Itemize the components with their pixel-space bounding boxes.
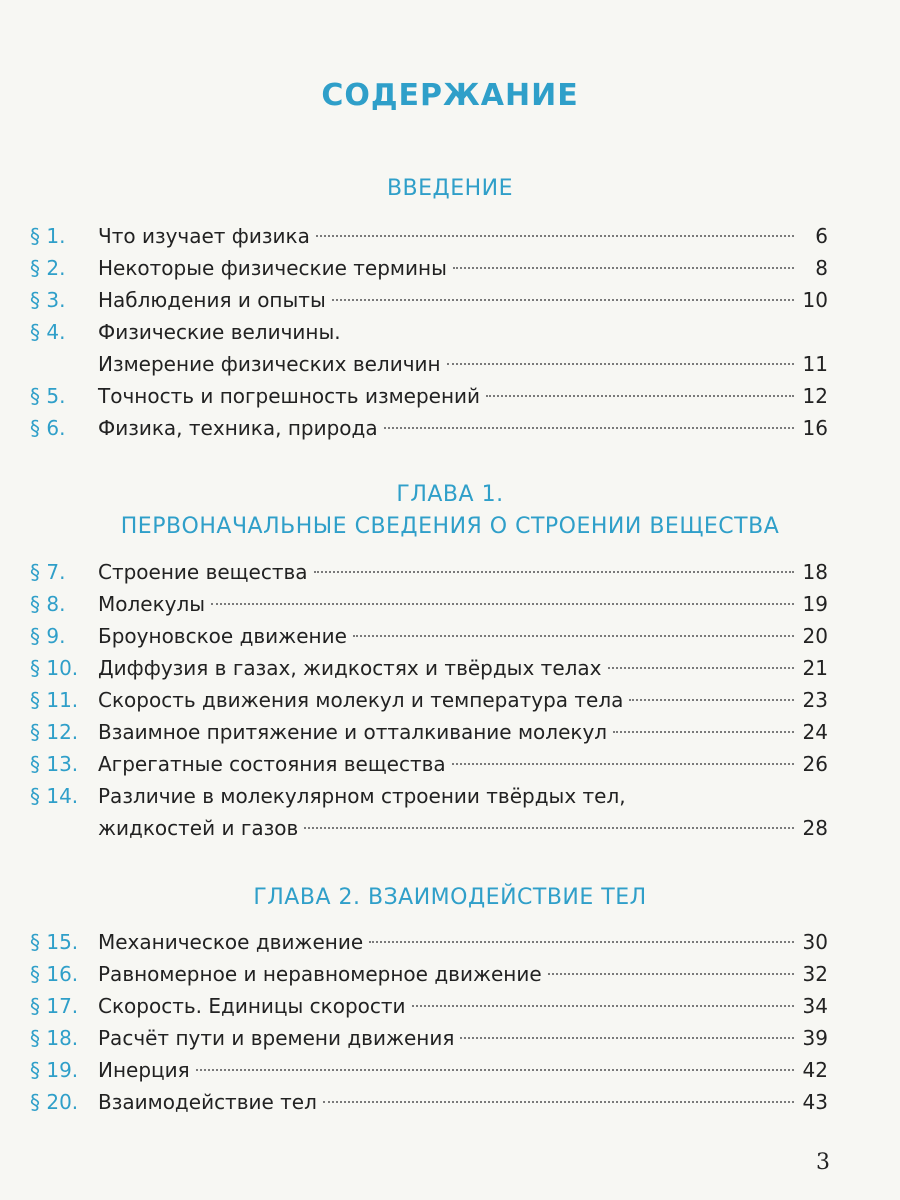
toc-entry-page: 6 (815, 224, 828, 248)
toc-entry-number: § 3. (30, 288, 66, 312)
toc-entry (0, 284, 900, 316)
toc-entry-number: § 6. (30, 416, 66, 440)
toc-entry-label: Измерение физических величин (98, 352, 441, 376)
toc-entry-text (98, 588, 800, 620)
toc-entry-label: Взаимодействие тел (98, 1090, 317, 1114)
dot-leader (314, 571, 794, 573)
toc-entry-page: 30 (802, 930, 828, 954)
toc-entry (0, 652, 900, 684)
toc-entry-page: 32 (802, 962, 828, 986)
toc-entry-text (98, 748, 800, 780)
toc-entry (0, 716, 900, 748)
toc-entry-number: § 1. (30, 224, 66, 248)
toc-entry-text (98, 716, 800, 748)
chapter1-heading-title: ПЕРВОНАЧАЛЬНЫЕ СВЕДЕНИЯ О СТРОЕНИИ ВЕЩЕСТВА (120, 514, 780, 539)
toc-entry-page: 28 (802, 816, 828, 840)
dot-leader (304, 827, 794, 829)
toc-entry-label: Физика, техника, природа (98, 416, 378, 440)
toc-entry-text (98, 990, 800, 1022)
toc-entry (0, 252, 900, 284)
toc-entry-label: Точность и погрешность измерений (98, 384, 481, 408)
toc-entry-label: Различие в молекулярном строении твёрдых тел, (98, 784, 626, 808)
dot-leader (196, 1069, 794, 1071)
toc-entry-text (98, 620, 800, 652)
dot-leader (460, 1037, 794, 1039)
toc-entry-label: Что изучает физика (98, 224, 310, 248)
toc-entry-label: Скорость движения молекул и температура тела (98, 688, 624, 712)
chapter1-heading-number: ГЛАВА 1. (396, 482, 504, 507)
dot-leader (332, 299, 794, 301)
dot-leader (453, 267, 794, 269)
toc-entry-page: 26 (802, 752, 828, 776)
toc-entry-text (98, 412, 800, 444)
dot-leader (486, 395, 794, 397)
toc-entry (0, 1054, 900, 1086)
page-title: СОДЕРЖАНИЕ (321, 78, 579, 113)
toc-entry-number: § 5. (30, 384, 66, 408)
toc-entry (0, 220, 900, 252)
toc-entry-text (98, 220, 800, 252)
dot-leader (447, 363, 794, 365)
toc-entry-label: Диффузия в газах, жидкостях и твёрдых телах (98, 656, 602, 680)
chapter2-heading: ГЛАВА 2. ВЗАИМОДЕЙСТВИЕ ТЕЛ (253, 885, 647, 910)
section-heading-intro: ВВЕДЕНИЕ (386, 176, 514, 201)
toc-entry-label: Инерция (98, 1058, 190, 1082)
toc-entry-page: 11 (802, 352, 828, 376)
toc-entry-number: § 19. (30, 1058, 79, 1082)
dot-leader (323, 1101, 794, 1103)
toc-entry-number: § 8. (30, 592, 66, 616)
toc-entry-number: § 7. (30, 560, 66, 584)
toc-entry-text (98, 926, 800, 958)
toc-entry-label: Взаимное притяжение и отталкивание молекул (98, 720, 608, 744)
toc-entry-text (98, 284, 800, 316)
toc-entry (0, 620, 900, 652)
toc-entry-text (98, 684, 800, 716)
toc-entry (0, 588, 900, 620)
dot-leader (316, 235, 794, 237)
toc-entry-number: § 18. (30, 1026, 79, 1050)
toc-entry-page: 21 (802, 656, 828, 680)
toc-entry-label: жидкостей и газов (98, 816, 299, 840)
toc-entry-text (98, 1054, 800, 1086)
toc-entry-label: Броуновское движение (98, 624, 347, 648)
toc-entry (0, 348, 900, 380)
toc-entry-text (98, 1086, 800, 1118)
dot-leader (608, 667, 795, 669)
toc-entry-text (98, 780, 800, 812)
toc-entry-label: Некоторые физические термины (98, 256, 447, 280)
toc-entry-number: § 16. (30, 962, 79, 986)
toc-entry-label: Расчёт пути и времени движения (98, 1026, 455, 1050)
toc-entry-number: § 12. (30, 720, 79, 744)
dot-leader (369, 941, 794, 943)
dot-leader (384, 427, 794, 429)
toc-entry-label: Агрегатные состояния вещества (98, 752, 446, 776)
dot-leader (211, 603, 794, 605)
toc-entry (0, 1086, 900, 1118)
toc-entry (0, 748, 900, 780)
toc-entry-page: 43 (802, 1090, 828, 1114)
toc-entry (0, 780, 900, 812)
toc-entry-page: 10 (802, 288, 828, 312)
toc-entry (0, 412, 900, 444)
toc-list-intro (0, 220, 900, 444)
toc-entry-text (98, 1022, 800, 1054)
toc-entry (0, 556, 900, 588)
toc-entry-text (98, 252, 800, 284)
toc-entry-page: 18 (802, 560, 828, 584)
toc-entry (0, 812, 900, 844)
toc-entry-page: 12 (802, 384, 828, 408)
toc-entry-label: Наблюдения и опыты (98, 288, 326, 312)
toc-entry-number: § 11. (30, 688, 79, 712)
toc-entry-page: 16 (802, 416, 828, 440)
toc-entry (0, 990, 900, 1022)
toc-entry-text (98, 556, 800, 588)
toc-entry-page: 34 (802, 994, 828, 1018)
toc-entry-page: 20 (802, 624, 828, 648)
toc-list-chapter1 (0, 556, 900, 844)
toc-entry-text (98, 348, 800, 380)
toc-entry-text (98, 812, 800, 844)
toc-entry (0, 926, 900, 958)
dot-leader (412, 1005, 794, 1007)
toc-entry (0, 958, 900, 990)
toc-entry-page: 24 (802, 720, 828, 744)
dot-leader (452, 763, 794, 765)
toc-entry-number: § 10. (30, 656, 79, 680)
toc-entry-number: § 9. (30, 624, 66, 648)
toc-entry-number: § 17. (30, 994, 79, 1018)
toc-entry-label: Равномерное и неравномерное движение (98, 962, 542, 986)
dot-leader (548, 973, 794, 975)
toc-entry-page: 23 (802, 688, 828, 712)
dot-leader (629, 699, 794, 701)
toc-entry-number: § 14. (30, 784, 79, 808)
toc-entry-page: 8 (815, 256, 828, 280)
toc-entry-page: 39 (802, 1026, 828, 1050)
toc-entry (0, 684, 900, 716)
dot-leader (353, 635, 794, 637)
toc-entry-text (98, 380, 800, 412)
toc-entry-label: Механическое движение (98, 930, 364, 954)
toc-entry-page: 19 (802, 592, 828, 616)
toc-entry-text (98, 652, 800, 684)
toc-entry-page: 42 (802, 1058, 828, 1082)
toc-entry-text (98, 316, 800, 348)
dot-leader (613, 731, 794, 733)
toc-entry-text (98, 958, 800, 990)
toc-list-chapter2 (0, 926, 900, 1118)
page-number: 3 (816, 1150, 830, 1175)
toc-entry-label: Строение вещества (98, 560, 308, 584)
toc-entry-number: § 15. (30, 930, 79, 954)
toc-entry-number: § 2. (30, 256, 66, 280)
toc-entry-number: § 4. (30, 320, 66, 344)
toc-entry-label: Физические величины. (98, 320, 341, 344)
toc-entry (0, 380, 900, 412)
toc-entry-label: Молекулы (98, 592, 206, 616)
toc-entry (0, 1022, 900, 1054)
toc-entry-number: § 13. (30, 752, 79, 776)
toc-entry (0, 316, 900, 348)
toc-entry-number: § 20. (30, 1090, 79, 1114)
toc-entry-label: Скорость. Единицы скорости (98, 994, 406, 1018)
